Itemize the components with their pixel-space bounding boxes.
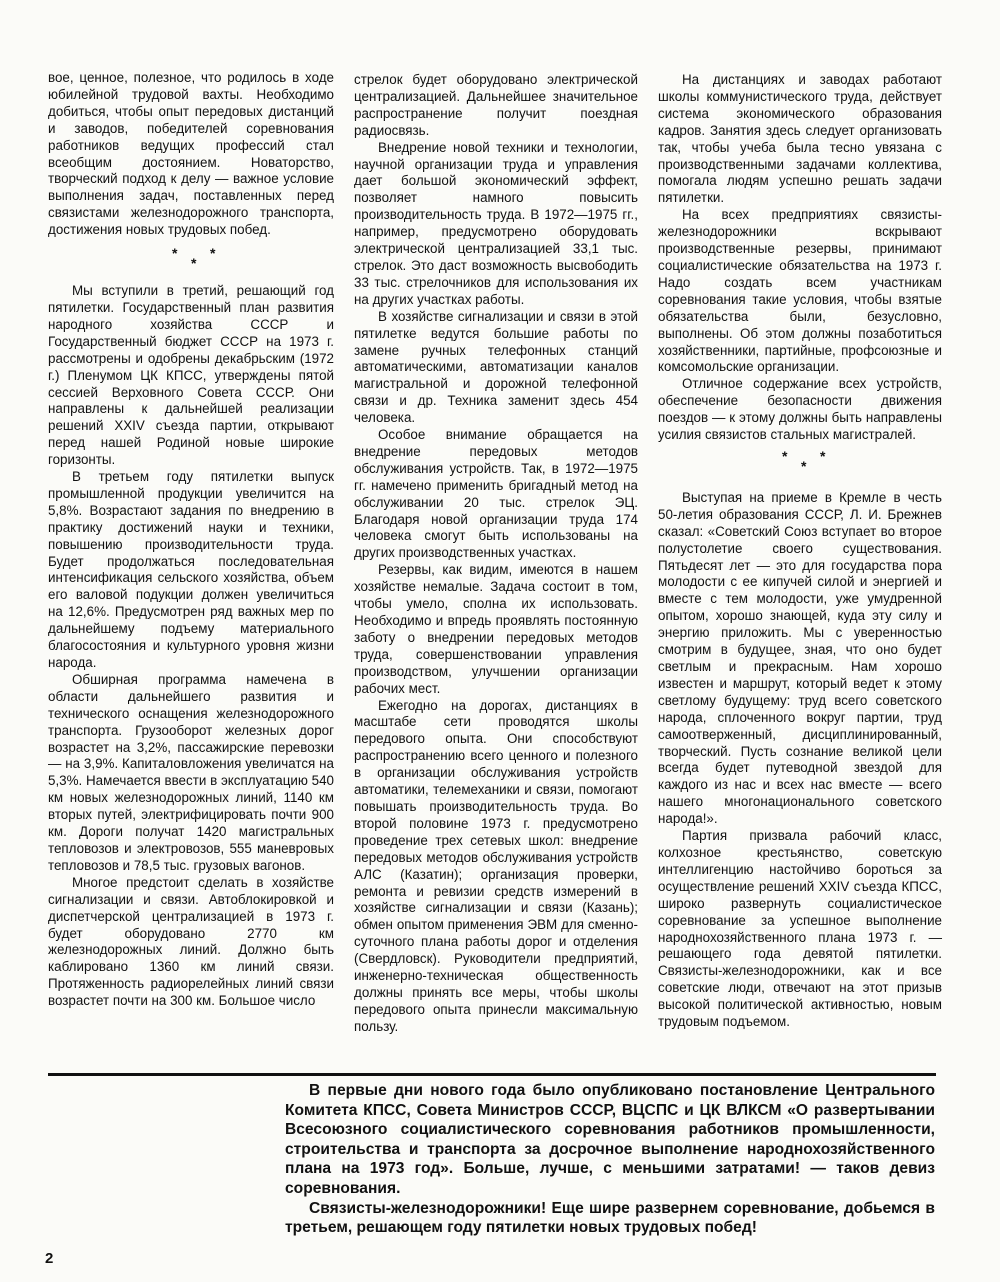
paragraph: Резервы, как видим, имеются в нашем хозяйстве немалые. Задача состоит в том, чтобы умело, сполна их использовать. Необходимо и впредь проявлять постоянную заботу о внедрении передовых методов труда, совершенствовании управления производством, улучшении организации рабочих мест. xyxy=(354,562,638,696)
paragraph: Многое предстоит сделать в хозяйстве сигнализации и связи. Автоблокировкой и диспетчерской централизацией в 1973 г. будет оборудовано 2770 км железнодорожных линий. Должно быть каблировано 1360 км линий связи. Протяженность радиорелейных линий связи возрастет почти на 300 км. Большое число xyxy=(48,874,334,1009)
paragraph: Особое внимание обращается на внедрение передовых методов обслуживания устройств. Так, в 1972—1975 гг. намечено применить бригадный метод на обслуживании 20 тыс. стрелок ЭЦ. Благодаря новой организации труда 174 человека смогут быть использованы на других производственных участках. xyxy=(354,427,638,561)
paragraph: Мы вступили в третий, решающий год пятилетки. Государственный план развития народного хозяйства СССР и Государственный бюджет СССР на 1973 г. рассмотрены и одобрены декабрьским (1972 г.) Пленумом ЦК КПСС, утверждены пятой сессией Верховного Совета СССР. Они направлены к дальнейшей реализации решений XXIV съезда партии, открывают перед нашей Родиной новые широкие горизонты. xyxy=(48,283,334,468)
paragraph: На всех предприятиях связисты-железнодорожники вскрывают производственные резервы, принимают социалистические обязательства на 1973 г. Надо создать всем участникам соревнования такие условия, чтобы взятые обязательства были, безусловно, выполнены. Об этом должны позаботиться хозяйственники, партийные, профсоюзные и комсомольские организации. xyxy=(658,207,942,375)
paragraph: Партия призвала рабочий класс, колхозное крестьянство, советскую интеллигенцию настойчиво бороться за осуществление решений XXIV съезда КПСС, широко развернуть социалистическое соревнование за успешное выполнение народнохозяйственного плана 1973 г. — решающего года девятой пятилетки. Связисты-железнодорожники, как и все советские люди, отвечают на этот призыв высокой политической активностью, новым трудовым подъемом. xyxy=(658,828,942,1030)
paragraph: В третьем году пятилетки выпуск промышленной продукции увеличится на 5,8%. Возрастают задания по внедрению в практику достижений науки и техники, повышению производительности труда. Будет продолжаться последовательная интенсификация сельского хозяйства, объем его валовой подукции должен увеличиться на 12,6%. Предусмотрен ряд важных мер по дальнейшему подъему материального благосостояния и культурного уровня жизни народа. xyxy=(48,469,334,670)
bold-appeal-block xyxy=(285,1081,935,1238)
appeal-paragraph: В первые дни нового года было опубликовано постановление Центрального Комитета КПСС, Совета Министров СССР, ВЦСПС и ЦК ВЛКСМ «О развертывании Всесоюзного социалистического соревнования работников промышленности, строительства и транспорта за досрочное выполнение народнохозяйственного плана на 1973 год». Больше, лучше, с меньшими затратами! — таков девиз соревнования. xyxy=(285,1082,935,1197)
paragraph: В хозяйстве сигнализации и связи в этой пятилетке ведутся большие работы по замене ручных телефонных станций автоматическими, автоматизации каналов магистральной и дорожной телефонной связи и др. Техника заменит здесь 454 человека. xyxy=(354,308,638,426)
section-separator: * * * xyxy=(172,245,216,272)
paragraph: Внедрение новой техники и технологии, научной организации труда и управления дает большой экономический эффект, позволяет намного повысить производительность труда. В 1972—1975 гг., например, предусмотрено оборудовать электрической централизацией 33,1 тыс. стрелок. Это даст возможность высвободить 33 тыс. стрелочников для использования их на других участках работы. xyxy=(354,139,638,307)
page-number: 2 xyxy=(45,1250,54,1267)
paragraph: стрелок будет оборудовано электрической централизацией. Дальнейшее значительное распространение получит поездная радиосвязь. xyxy=(354,72,638,138)
text-column-3 xyxy=(658,72,942,1031)
paragraph: Обширная программа намечена в области дальнейшего развития и технического оснащения железнодорожного транспорта. Грузооборот железных дорог возрастет на 3,2%, пассажирские перевозки — на 3,9%. Капиталовложения увеличатся на 5,3%. Намечается ввести в эксплуатацию 540 км новых железнодорожных линий, 1140 км вторых путей, электрифицировать почти 900 км. Дороги получат 1420 магистральных тепловозов и электровозов, 555 маневровых тепловозов и 78,5 тыс. грузовых вагонов. xyxy=(48,671,334,873)
paragraph: Отличное содержание всех устройств, обеспечение безопасности движения поездов — к этому должны быть направлены усилия связистов стальных магистралей. xyxy=(658,376,942,443)
text-column-2 xyxy=(354,72,638,1036)
text-column-1 xyxy=(48,70,334,1010)
paragraph: На дистанциях и заводах работают школы коммунистического труда, действует система экономического образования кадров. Занятия здесь следует организовать так, чтобы учеба была тесно увязана с производственными задачами коллектива, помогала людям успешно решать задачи пятилетки. xyxy=(658,72,942,206)
appeal-paragraph: Связисты-железнодорожники! Еще шире развернем соревнование, добьемся в третьем, решающем году пятилетки новых трудовых побед! xyxy=(285,1199,935,1237)
horizontal-rule xyxy=(48,1073,936,1076)
paragraph: Ежегодно на дорогах, дистанциях в масштабе сети проводятся школы передового опыта. Они способствуют распространению всего ценного и полезного в организации обслуживания устройств автоматики, телемеханики и связи, помогают повышать производительность труда. Во второй половине 1973 г. предусмотрено проведение трех сетевых школ: внедрение передовых методов обслуживания устройств АЛС (Казатин); организация проверки, ремонта и ревизии средств измерений в хозяйстве сигнализации и связи (Казань); обмен опытом применения ЭВМ для сменно-суточного плана работы дорог и отделения (Свердловск). Руководители предприятий, инженерно-техническая общественность должны принять все меры, чтобы школы передового опыта принесли максимальную пользу. xyxy=(354,697,638,1034)
paragraph: Выступая на приеме в Кремле в честь 50-летия образования СССР, Л. И. Брежнев сказал: «Советский Союз вступает во второе полустолетие своего существования. Пятьдесят лет — это для государства пора молодости с ее кипучей силой и энергией и вместе с тем молодости, уже умудренной опытом, хорошо знающей, куда эту силу и энергию приложить. Мы с уверенностью смотрим в будущее, зная, что оно будет светлым и прекрасным. Нам хорошо известен и маршрут, который ведет к этому светлому будущему: труд всего советского народа, сплоченного вокруг партии, труд самоотверженный, дисциплинированный, творческий. Пусть сознание великой цели всегда будет путеводной звездой для каждого из нас и всех нас вместе — всего нашего многонационального советского народа!». xyxy=(658,489,942,827)
section-separator: * * * xyxy=(782,447,826,474)
paragraph: вое, ценное, полезное, что родилось в ходе юбилейной трудовой вахты. Необходимо добиться, чтобы опыт передовых дистанций и заводов, победителей соревнования работников ведущих профессий стал всеобщим достоянием. Новаторство, творческий подход к делу — важное условие выполнения задач, поставленных перед связистами железнодорожного транспорта, достижения новых трудовых побед. xyxy=(48,70,334,238)
